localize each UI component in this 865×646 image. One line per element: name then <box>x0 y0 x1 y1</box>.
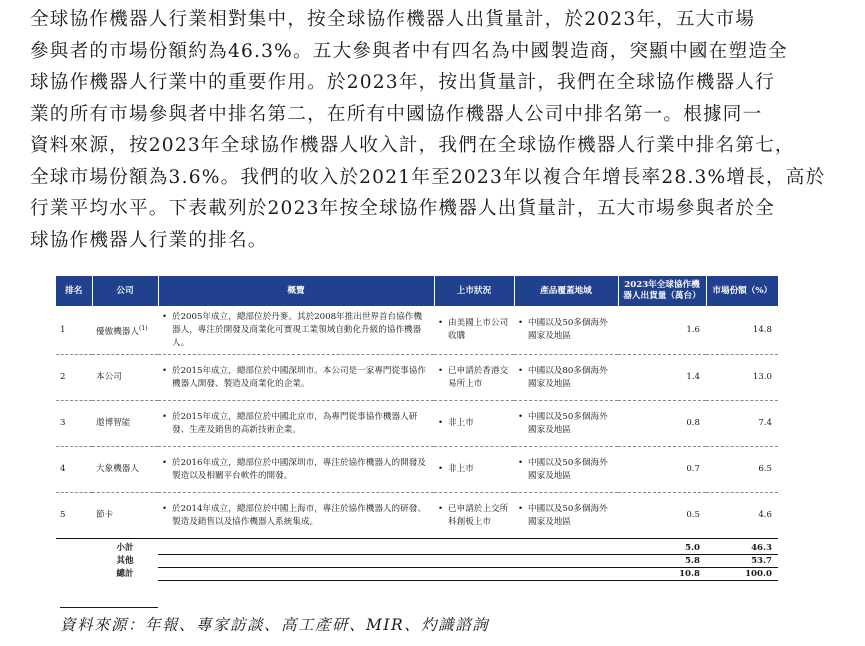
coverage-text: 中國以及50多個海外國家及地區 <box>528 457 608 481</box>
overview-cell <box>158 493 434 539</box>
subtotal-row <box>56 539 778 555</box>
bullet: • <box>162 503 168 514</box>
coverage-text: 中國以及50多個海外國家及地區 <box>528 411 608 435</box>
coverage-cell <box>514 355 618 401</box>
paragraph-line: 資料來源，按2023年全球協作機器人收入計，我們在全球協作機器人行業中排名第七， <box>30 135 795 156</box>
coverage-cell <box>514 306 618 355</box>
total-label: 總計 <box>116 569 134 579</box>
bullet: • <box>518 503 524 514</box>
subtotal-label: 小計 <box>116 543 134 554</box>
coverage-cell <box>514 401 618 447</box>
total-row <box>56 568 778 581</box>
bullet: • <box>162 365 168 376</box>
coverage-text: 中國以及50多個海外國家及地區 <box>528 503 608 527</box>
shipment-cell: 1.6 <box>618 306 706 355</box>
company-name: 優傲機器人 <box>96 326 139 337</box>
listing-text: 已申請於香港交易所上市 <box>448 365 509 389</box>
rank-cell: 3 <box>56 401 92 447</box>
overview-cell <box>158 355 434 401</box>
company-footnote: (1) <box>138 324 148 332</box>
share-cell: 14.8 <box>706 306 778 355</box>
share-cell: 13.0 <box>706 355 778 401</box>
coverage-cell <box>514 447 618 493</box>
header-shipment: 2023年全球協作機器人出貨量（萬台） <box>618 276 706 306</box>
overview-cell <box>158 447 434 493</box>
intro-paragraph <box>30 4 826 256</box>
share-cell: 7.4 <box>706 401 778 447</box>
company-cell: 本公司 <box>92 355 158 401</box>
shipment-cell: 0.5 <box>618 493 706 539</box>
coverage-cell <box>514 493 618 539</box>
header-overview: 概覽 <box>158 276 434 306</box>
bullet: • <box>518 365 524 376</box>
coverage-text: 中國以及80多個海外國家及地區 <box>528 365 608 389</box>
subtotal-share: 46.3 <box>751 543 772 553</box>
overview-text: 於2015年成立，總部位於中國北京市，為專門從事協作機器人研發、生產及銷售的高新技術企業。 <box>172 411 418 435</box>
paragraph-line: 全球市場份額為3.6%。我們的收入於2021年至2023年以複合年增長率28.3%增長，高於 <box>30 166 826 188</box>
header-company: 公司 <box>92 276 158 306</box>
bullet: • <box>438 318 444 328</box>
overview-cell <box>158 306 434 355</box>
bullet: • <box>438 418 444 428</box>
bullet: • <box>438 365 444 376</box>
bullet: • <box>438 464 444 474</box>
listing-cell <box>434 401 514 447</box>
others-shipment: 5.8 <box>618 555 706 568</box>
paragraph-line: 參與者的市場份額約為46.3%。五大參與者中有四名為中國製造商，突顯中國在塑造全 <box>30 40 788 62</box>
listing-text: 非上市 <box>448 418 474 428</box>
overview-cell <box>158 401 434 447</box>
listing-cell <box>434 493 514 539</box>
total-share: 100.0 <box>706 568 778 581</box>
overview-text: 於2015年成立，總部位於中國深圳市。本公司是一家專門從事協作機器人開發、製造及商業化的企業。 <box>172 365 426 389</box>
listing-text: 已申請於上交所科創板上市 <box>448 503 509 527</box>
shipment-cell: 0.8 <box>618 401 706 447</box>
header-rank: 排名 <box>56 276 92 306</box>
paragraph-line: 全球協作機器人行業相對集中，按全球協作機器人出貨量計，於2023年，五大市場 <box>30 9 756 30</box>
header-coverage: 產品覆蓋地域 <box>514 276 618 306</box>
header-listing: 上市狀況 <box>434 276 514 306</box>
bullet: • <box>438 503 444 514</box>
shipment-cell: 0.7 <box>618 447 706 493</box>
listing-cell <box>434 355 514 401</box>
rank-cell: 5 <box>56 493 92 539</box>
others-share: 53.7 <box>706 555 778 568</box>
table-row <box>56 401 778 447</box>
ranking-table <box>56 276 778 581</box>
paragraph-line: 球協作機器人行業的排名。 <box>30 229 268 251</box>
company-cell <box>92 306 158 355</box>
table-row <box>56 447 778 493</box>
table-row <box>56 355 778 401</box>
shipment-cell: 1.4 <box>618 355 706 401</box>
paragraph-line: 業的所有市場參與者中排名第二，在所有中國協作機器人公司中排名第一。根據同一 <box>30 103 763 125</box>
share-cell: 6.5 <box>706 447 778 493</box>
source-divider <box>60 607 158 608</box>
bullet: • <box>162 411 168 422</box>
overview-text: 於2016年成立，總部位於中國深圳市，專注於協作機器人的開發及製造以及相關平台軟件的開發。 <box>172 457 426 481</box>
bullet: • <box>518 411 524 422</box>
others-row <box>56 555 778 568</box>
bullet: • <box>162 311 168 322</box>
source-note: 資料來源：年報、專家訪談、高工產研、MIR、灼識諮詢 <box>60 616 490 634</box>
rank-cell: 4 <box>56 447 92 493</box>
bullet: • <box>518 318 524 328</box>
paragraph-line: 球協作機器人行業中的重要作用。於2023年，按出貨量計，我們在全球協作機器人行 <box>30 72 775 93</box>
listing-cell <box>434 447 514 493</box>
others-label: 其他 <box>116 556 134 566</box>
overview-text: 於2005年成立，總部位於丹麥。其於2008年推出世界首台協作機器人，專注於開發及商業化可實現工業領域自動化升級的協作機器人。 <box>172 311 422 348</box>
table-row <box>56 306 778 355</box>
company-cell: 遨博智能 <box>92 401 158 447</box>
bullet: • <box>518 457 524 468</box>
subtotal-shipment: 5.0 <box>685 543 700 553</box>
listing-text: 由美國上市公司收購 <box>448 318 509 341</box>
total-shipment: 10.8 <box>618 568 706 581</box>
header-share: 市場份額（%） <box>706 276 778 306</box>
table-header-row <box>56 276 778 306</box>
bullet: • <box>162 457 168 468</box>
rank-cell: 2 <box>56 355 92 401</box>
share-cell: 4.6 <box>706 493 778 539</box>
overview-text: 於2014年成立，總部位於中國上海市，專注於協作機器人的研發、製造及銷售以及協作機器人系統集成。 <box>172 503 426 527</box>
table-row <box>56 493 778 539</box>
coverage-text: 中國以及50多個海外國家及地區 <box>528 318 608 341</box>
listing-cell <box>434 306 514 355</box>
company-cell: 大象機器人 <box>92 447 158 493</box>
company-cell: 節卡 <box>92 493 158 539</box>
rank-cell: 1 <box>56 306 92 355</box>
paragraph-line: 行業平均水平。下表載列於2023年按全球協作機器人出貨量計，五大市場參與者於全 <box>30 198 775 219</box>
listing-text: 非上市 <box>448 464 474 474</box>
